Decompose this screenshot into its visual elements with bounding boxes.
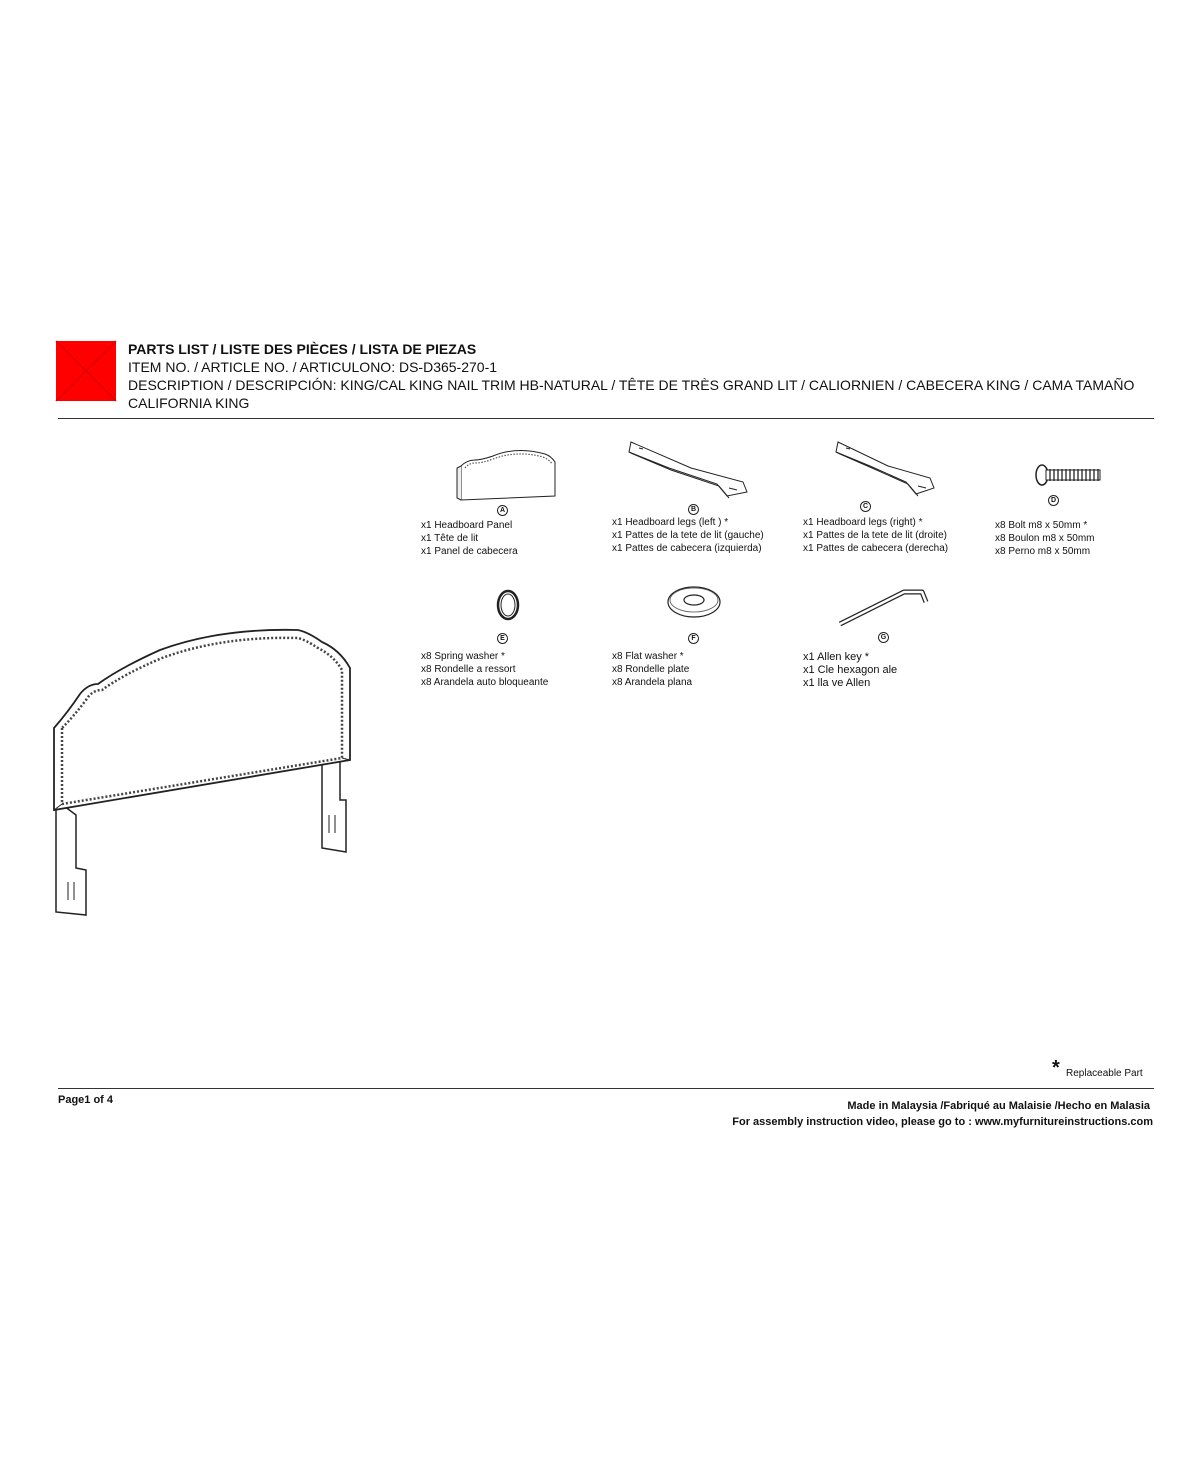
description-line-2: CALIFORNIA KING bbox=[128, 395, 250, 411]
header-divider bbox=[58, 418, 1154, 419]
footer-divider bbox=[58, 1088, 1154, 1089]
replaceable-star: * bbox=[1052, 1057, 1060, 1079]
spring-washer-icon bbox=[495, 588, 521, 622]
part-letter-g: G bbox=[878, 632, 889, 643]
made-in-note: Made in Malaysia /Fabriqué au Malaisie /Hecho en Malasia bbox=[847, 1100, 1150, 1112]
assembled-headboard-illustration bbox=[50, 620, 360, 920]
part-d-label: x8 Bolt m8 x 50mm * x8 Boulon m8 x 50mm x8 Perno m8 x 50mm bbox=[995, 520, 1095, 557]
part-letter-c: C bbox=[860, 501, 871, 512]
headboard-leg-left-icon bbox=[625, 440, 755, 500]
brand-logo bbox=[56, 341, 116, 401]
part-letter-d: D bbox=[1048, 495, 1059, 506]
part-e-label: x8 Spring washer * x8 Rondelle a ressort x8 Arandela auto bloqueante bbox=[421, 651, 549, 688]
flat-washer-icon bbox=[666, 585, 722, 619]
part-letter-f: F bbox=[688, 633, 699, 644]
page-number: Page1 of 4 bbox=[58, 1094, 114, 1106]
part-letter-b: B bbox=[688, 504, 699, 515]
part-a-label: x1 Headboard Panel x1 Tête de lit x1 Panel de cabecera bbox=[421, 520, 518, 557]
item-number: ITEM NO. / ARTICLE NO. / ARTICULONO: DS-D365-270-1 bbox=[128, 359, 498, 375]
page-title: PARTS LIST / LISTE DES PIÈCES / LISTA DE PIEZAS bbox=[128, 341, 477, 357]
assembly-video-note: For assembly instruction video, please go to : www.myfurnitureinstructions.com bbox=[732, 1116, 1153, 1128]
headboard-leg-right-icon bbox=[832, 440, 942, 500]
replaceable-part-note: Replaceable Part bbox=[1066, 1068, 1143, 1079]
part-letter-e: E bbox=[497, 633, 508, 644]
bolt-icon bbox=[1034, 463, 1104, 487]
part-b-label: x1 Headboard legs (left ) * x1 Pattes de la tete de lit (gauche) x1 Pattes de cabecera (izquierda) bbox=[612, 517, 764, 554]
part-letter-a: A bbox=[497, 505, 508, 516]
part-c-label: x1 Headboard legs (right) * x1 Pattes de la tete de lit (droite) x1 Pattes de cabecera (derecha) bbox=[803, 517, 949, 554]
allen-key-icon bbox=[836, 586, 932, 628]
description-line-1: DESCRIPTION / DESCRIPCIÓN: KING/CAL KING NAIL TRIM HB-NATURAL / TÊTE DE TRÈS GRAND LIT / CALIORNIEN / CABECERA KING / CAMA TAMAÑO bbox=[128, 377, 1135, 393]
headboard-panel-icon bbox=[455, 448, 560, 503]
part-g-label: x1 Allen key * x1 Cle hexagon ale x1 lla ve Allen bbox=[803, 651, 898, 689]
part-f-label: x8 Flat washer * x8 Rondelle plate x8 Arandela plana bbox=[612, 651, 693, 688]
